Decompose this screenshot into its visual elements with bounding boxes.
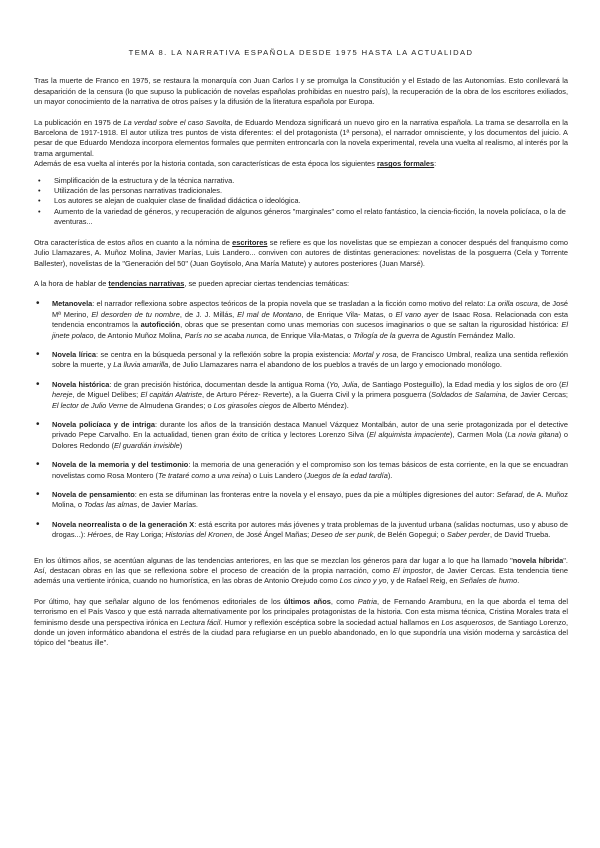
list-item: • Aumento de la variedad de géneros, y recuperación de algunos géneros "marginales" como el relato fantástico, la ciencia-ficción, la novela policíaca, o la de aventuras... [34,207,568,228]
recent-years-paragraph: Por último, hay que señalar alguno de los fenómenos editoriales de los últimos años, como Patria, de Fernando Aramburu, en la que aborda el tema del terrorismo en el País Vasco y que está narrada alternativamente por los principales protagonistas de la historia. Con esta misma técnica, Cristina Morales trata el feminismo desde una perspectiva irónica en Lectura fácil. Humor y reflexión escéptica sobre la sociedad actual hallamos en Los asquerosos, de Santiago Lorenzo, donde un joven informático abandona el estrés de la ciudad para refugiarse en un pueblo abandonado, en lo que supondría una visión moderna y sarcástica del tópico del "beatus ille". [34,596,569,648]
trend-neorrealista: • Novela neorrealista o de la generación X: está escrita por autores más jóvenes y trata problemas de la juventud urbana (salidas nocturnas, uso y abuso de drogas...): Héroes, de Ray Loriga; Historias del Kronen, de José Ángel Mañas; Deseo de ser punk, de Belén Gopegui; o Saber perder, de David Trueba. [34,520,568,541]
intro-paragraph: Tras la muerte de Franco en 1975, se restaura la monarquía con Juan Carlos I y se promulga la Constitución y el Estado de las Autonomías. Esto conllevará la desaparición de la censura (lo que supuso la publicación de novelas españolas prohibidas en nuestro país), la recuperación de la obra de los escritores exiliados, un mayor conocimiento de la narrativa de otros países y la difusión de la literatura española por Europa. [34,76,568,107]
trend-metanovela: • Metanovela: el narrador reflexiona sobre aspectos teóricos de la propia novela que se trasladan a la ficción como motivo del relato: La orilla oscura, de José Mª Merino, El desorden de tu nombre, de J. J. Millás, El mal de Montano, de Enrique Vila- Matas, o El vano ayer de Isaac Rosa. Relacionada con esta tendencia encontramos la autoficción, obras que se presentan como unas memorias con sucesos imaginarios o que se saltan la rigurosidad histórica: El jinete polaco, de Antonio Muñoz Molina, París no se acaba nunca, de Enrique Vila-Matas, o Trilogía de la guerra de Agustín Fernández Mallo. [34,299,568,341]
document-page [34,48,568,649]
list-item: • Simplificación de la estructura y de la técnica narrativa. [34,176,568,186]
list-item: • Los autores se alejan de cualquier clase de finalidad didáctica o ideológica. [34,196,568,206]
trend-policiaca: • Novela policíaca y de intriga: durante los años de la transición destaca Manuel Vázquez Montalbán, autor de una serie protagonizada por el detective privado Pepe Carvalho. En la actualidad, tienen gran éxito de crítica y lectores Lorenzo Silva (El alquimista impaciente), Carmen Mola (La novia gitana) o Dolores Redondo (El guardián invisible) [34,420,568,451]
trend-lirica: • Novela lírica: se centra en la búsqueda personal y la reflexión sobre la propia existencia: Mortal y rosa, de Francisco Umbral, realiza una sentida reflexión sobre la muerte, y La lluvia amarilla, de Julio Llamazares narra el abandono de los pueblos a través de un largo y emocionado monólogo. [34,350,568,371]
hybrid-novel-paragraph: En los últimos años, se acentúan algunas de las tendencias anteriores, en las que se mezclan los géneros para dar lugar a lo que ha llamado "novela híbrida". Así, destacan obras en las que se reflexiona sobre el proceso de creación de la propia narración, como El impostor, de Javier Cercas. Esta tendencia tiene además una vertiente irónica, cuando no humorística, en las obras de Antonio Orejudo como Los cinco y yo, y de Rafael Reig, en Señales de humo. [34,555,568,586]
mendoza-paragraph: La publicación en 1975 de La verdad sobre el caso Savolta, de Eduardo Mendoza significará un nuevo giro en la narrativa española. La trama se desarrolla en la Barcelona de 1917-1918. El autor utiliza tres puntos de vista diferentes: el del protagonista (1ª persona), el narrador omnisciente, y los documentos del juicio. A pesar de que Eduardo Mendoza incorpora elementos formales que permiten entroncarla con la novela experimental, revela una vuelta al realismo, al interés por la trama argumental. [34,117,568,158]
trends-list [34,299,568,540]
trend-pensamiento: • Novela de pensamiento: en esta se difuminan las fronteras entre la novela y el ensayo, pues da pie a múltiples digresiones del autor: Sefarad, de A. Muñoz Molina, o Todas las almas, de Javier Marías. [34,490,568,511]
formal-features-list [34,176,568,228]
document-title: TEMA 8. LA NARRATIVA ESPAÑOLA DESDE 1975 HASTA LA ACTUALIDAD [128,48,474,57]
trend-historica: • Novela histórica: de gran precisión histórica, documentan desde la antigua Roma (Yo, Julia, de Santiago Posteguillo), la Edad media y los siglos de oro (El hereje, de Miguel Delibes; El capitán Alatriste, de Arturo Pérez- Reverte), a la Guerra Civil y la primera posguerra (Soldados de Salamina, de Javier Cercas; El lector de Julio Verne de Almudena Grandes; o Los girasoles ciegos de Alberto Méndez). [34,380,568,411]
writers-paragraph: Otra característica de estos años en cuanto a la nómina de escritores se refiere es que los novelistas que se empiezan a conocer después del franquismo como Julio Llamazares, A. Muñoz Molina, Javier Marías, Luis Landero... conviven con autores de distintas generaciones: novelistas de la posguerra (Cela y Torrente Ballester), novelistas de la "Generación del 50" (Juan Goytisolo, Ana María Matute) y autores posteriores (Juan Marsé). [34,237,568,268]
formal-features-link: rasgos formales [377,159,435,169]
trend-memoria: • Novela de la memoria y del testimonio: la memoria de una generación y el compromiso son los temas básicos de esta corriente, en la que se encuadran novelistas como Rosa Montero (Te trataré como a una reina) o Luis Landero (Juegos de la edad tardía). [34,460,568,481]
formal-features-intro: Además de esa vuelta al interés por la historia contada, son características de esta época los siguientes rasgos formales: [34,159,437,169]
list-item: • Utilización de las personas narrativas tradicionales. [34,186,568,196]
trends-intro: A la hora de hablar de tendencias narrativas, se pueden apreciar ciertas tendencias temáticas: [34,278,350,288]
